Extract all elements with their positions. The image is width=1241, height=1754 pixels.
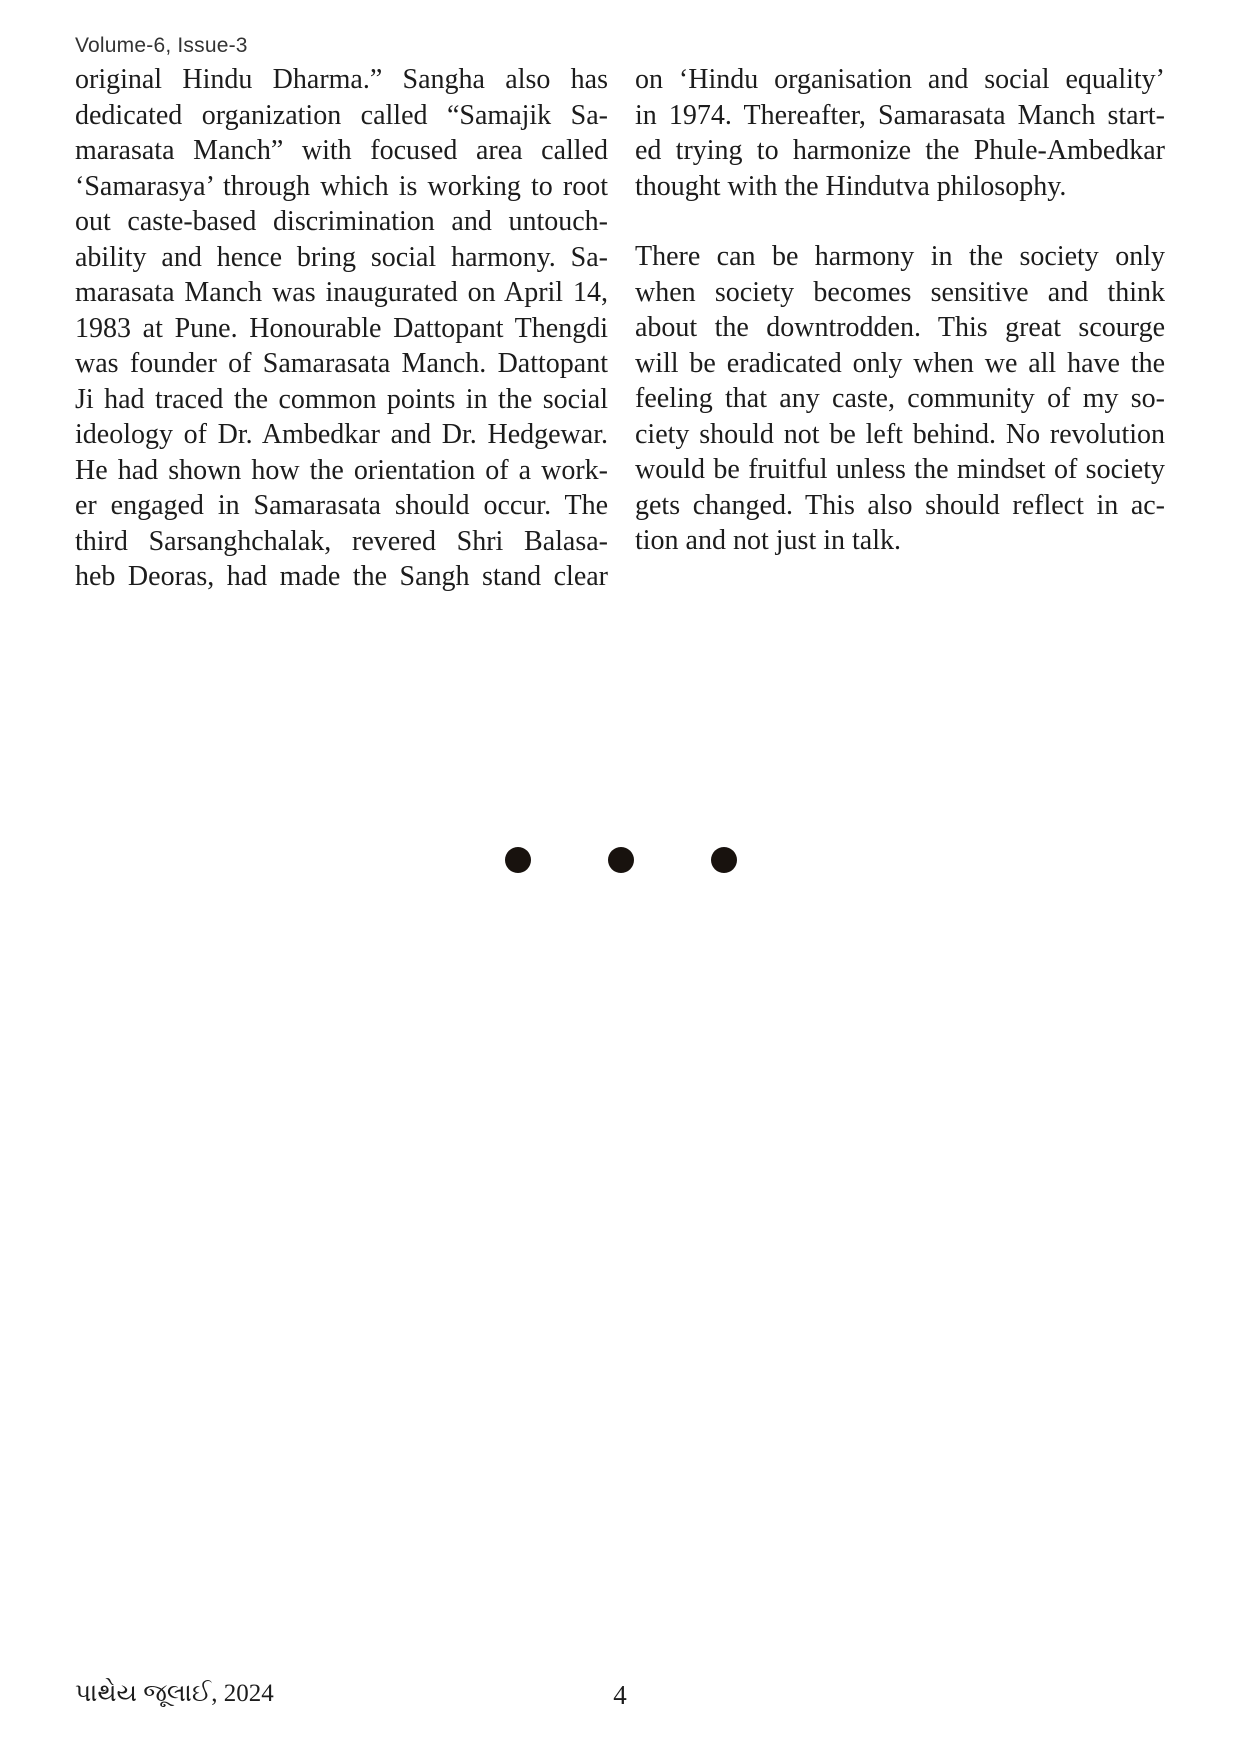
paragraph (635, 62, 1165, 204)
text-line: on ‘Hindu organisation and social equality’ (635, 64, 1165, 95)
text-line: gets changed. This also should reflect in ac- (635, 489, 1165, 521)
page-number: 4 (613, 1680, 627, 1710)
text-line: third Sarsanghchalak, revered Shri Balasa- (75, 525, 608, 557)
text-line: will be eradicated only when we all have the (635, 347, 1165, 379)
text-line: heb Deoras, had made the Sangh stand clear (75, 561, 608, 592)
text-line: ideology of Dr. Ambedkar and Dr. Hedgewar. (75, 419, 608, 450)
right-column (635, 62, 1165, 595)
text-line: Ji had traced the common points in the social (75, 383, 608, 415)
paragraph (635, 239, 1165, 559)
text-line: There can be harmony in the society only (635, 241, 1165, 272)
text-line: er engaged in Samarasata should occur. The (75, 490, 608, 521)
text-line: 1983 at Pune. Honourable Dattopant Thengdi (75, 312, 608, 344)
text-line: feeling that any caste, community of my so- (635, 383, 1165, 414)
text-line: was founder of Samarasata Manch. Dattopant (75, 348, 608, 379)
issue-label: Volume-6, Issue-3 (75, 34, 248, 57)
text-line: tion and not just in talk. (635, 525, 901, 556)
text-line: in 1974. Thereafter, Samarasata Manch start- (635, 99, 1165, 131)
left-column (75, 62, 608, 595)
text-line: when society becomes sensitive and think (635, 276, 1165, 308)
article-body (75, 62, 1165, 595)
text-line: marasata Manch was inaugurated on April 14, (75, 277, 608, 308)
text-line: marasata Manch” with focused area called (75, 135, 608, 166)
separator-dot-icon (608, 847, 634, 873)
page-footer (75, 1680, 1165, 1720)
separator-dot-icon (711, 847, 737, 873)
text-line: ‘Samarasya’ through which is working to root (75, 170, 608, 202)
text-line: thought with the Hindutva philosophy. (635, 170, 1067, 202)
text-line: ed trying to harmonize the Phule-Ambedkar (635, 135, 1165, 166)
text-line: He had shown how the orientation of a work- (75, 454, 608, 486)
text-line: original Hindu Dharma.” Sangha also has (75, 64, 608, 95)
text-line: dedicated organization called “Samajik Sa- (75, 99, 608, 131)
section-end-separator (0, 847, 1241, 873)
publication-date-label: પાથેય જૂલાઈ, 2024 (75, 1680, 274, 1707)
text-line: ability and hence bring social harmony. Sa- (75, 241, 608, 273)
paragraph (75, 62, 608, 595)
text-line: ciety should not be left behind. No revolution (635, 418, 1165, 450)
text-line: would be fruitful unless the mindset of society (635, 454, 1165, 485)
separator-dot-icon (505, 847, 531, 873)
text-line: about the downtrodden. This great scourge (635, 312, 1165, 343)
text-line: out caste-based discrimination and untouch- (75, 206, 608, 237)
